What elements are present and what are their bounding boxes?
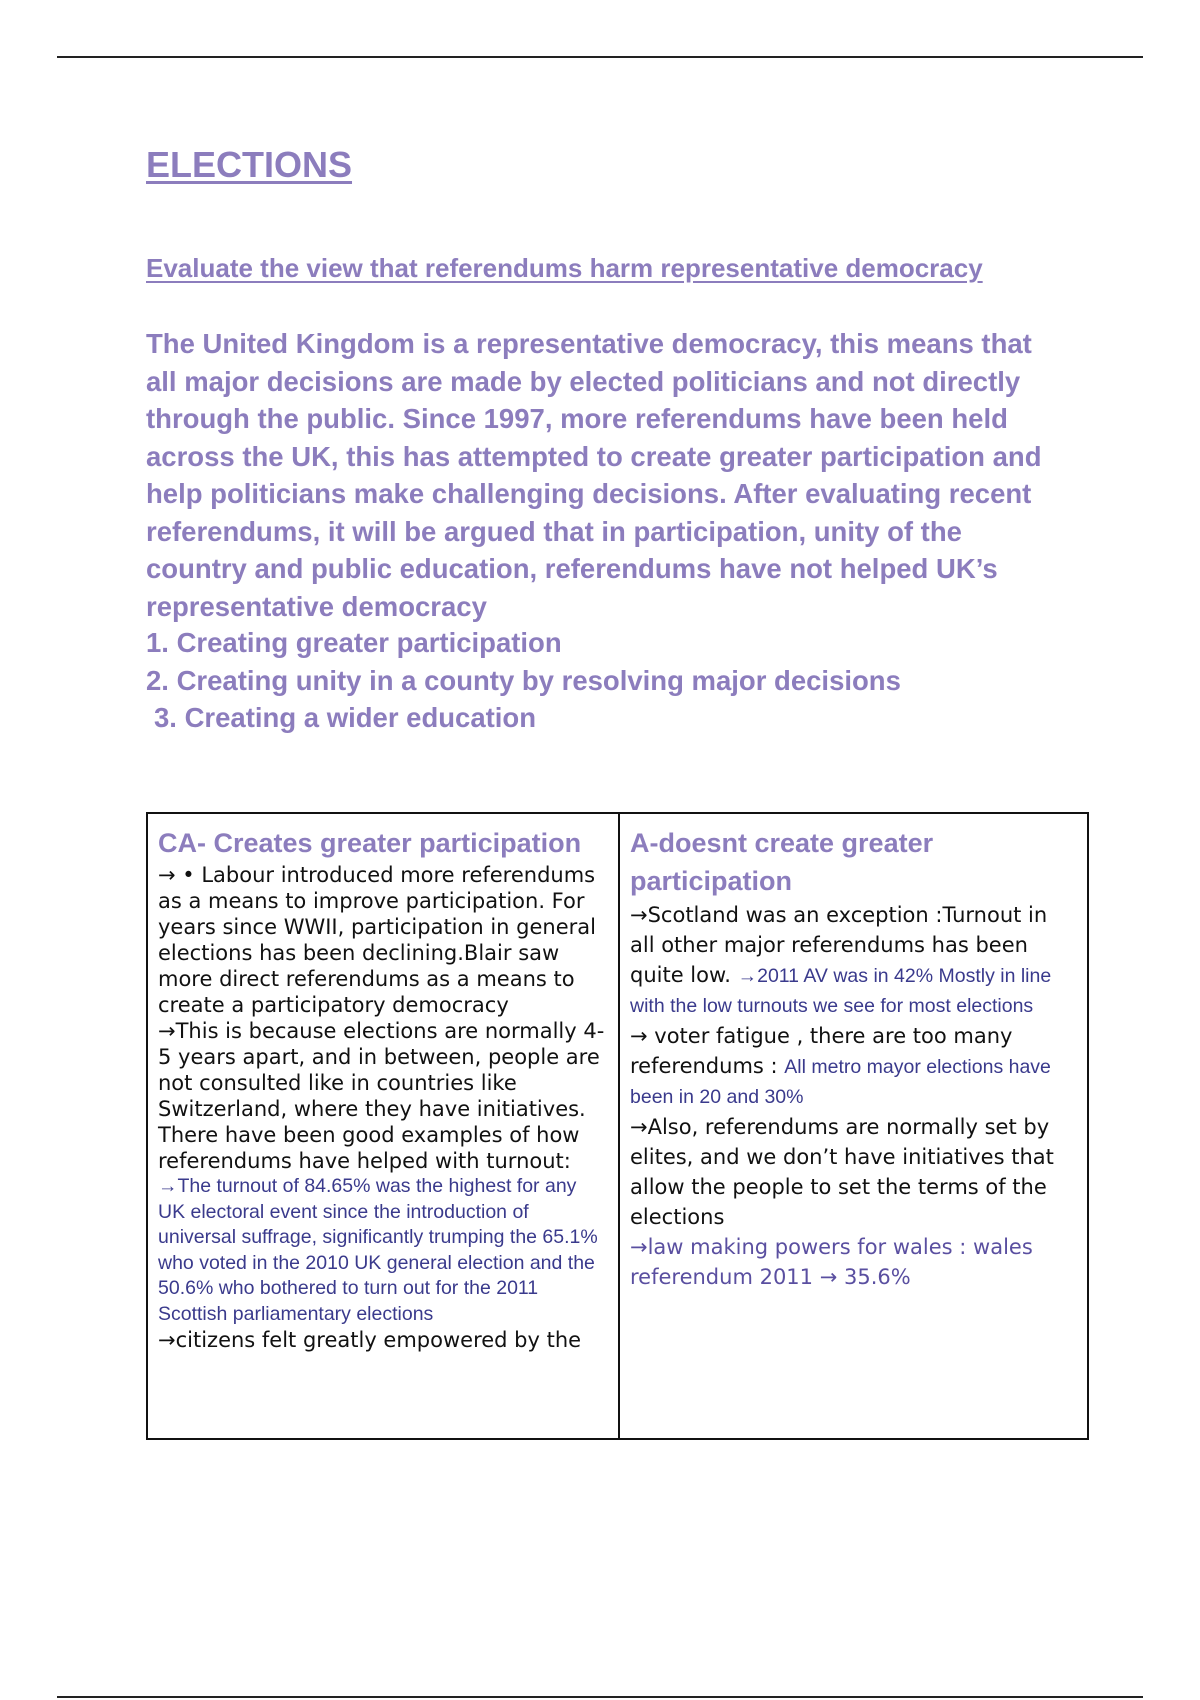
right-paragraph: →Also, referendums are normally set by elites, and we don’t have initiatives that allow the people to set the terms of the elections: [630, 1115, 1054, 1229]
point-item: 2. Creating unity in a county by resolving major decisions: [146, 664, 901, 696]
intro-line: across the UK, this has attempted to create greater participation and: [146, 440, 1042, 472]
bottom-rule: [57, 1696, 1143, 1698]
table-cell-left: [148, 814, 620, 1438]
intro-line: country and public education, referendums have not helped UK’s: [146, 553, 998, 584]
left-quote: →The turnout of 84.65% was the highest for any UK electoral event since the introduction of universal suffrage, significantly trumping the 65.1% who voted in the 2010 UK general election and the 50.6% who bothered to turn out for the 2011 Scottish parliamentary elections: [158, 1175, 598, 1325]
right-heading: A-doesnt create greater participation: [630, 828, 934, 896]
top-rule: [57, 56, 1143, 58]
left-heading: CA- Creates greater participation: [158, 828, 582, 858]
right-text: → voter fatigue , there are too many referendums :: [630, 1024, 1013, 1078]
intro-line: referendums, it will be argued that in participation, unity of the: [146, 515, 962, 547]
left-paragraph: →This is because elections are normally 4-5 years apart, and in between, people are not consulted like in countries like Switzerland, where they have initiatives. There have been good examples of how referendums have helped with turnout:: [158, 1019, 605, 1173]
intro-line: all major decisions are made by elected politicians and not directly: [146, 365, 1021, 397]
right-paragraph: [630, 900, 1077, 1021]
intro-paragraph: [146, 325, 1076, 625]
intro-line: through the public. Since 1997, more referendums have been held: [146, 403, 1008, 434]
intro-line: representative democracy: [146, 590, 487, 622]
right-text: →Scotland was an exception :Turnout in all other major referendums has been quite low.: [630, 903, 1048, 987]
essay-question: Evaluate the view that referendums harm representative democracy: [146, 253, 983, 283]
left-paragraph: →citizens felt greatly empowered by the: [158, 1328, 582, 1352]
point-item: 3. Creating a wider education: [154, 702, 537, 733]
left-paragraph: → • Labour introduced more referendums as a means to improve participation. For years since WWII, participation in general elections has been declining.Blair saw more direct referendums as a means to create a participatory democracy: [158, 863, 596, 1017]
right-paragraph-wales: →law making powers for wales : wales referendum 2011 → 35.6%: [630, 1235, 1033, 1289]
point-item: 1. Creating greater participation: [146, 627, 562, 658]
intro-line: The United Kingdom is a representative democracy, this means that: [146, 328, 1032, 359]
table-cell-right: [620, 814, 1087, 1438]
argument-table: [146, 812, 1089, 1440]
right-quote: All metro mayor elections have been in 20 and 30%: [630, 1056, 1051, 1108]
page-title: ELECTIONS: [146, 144, 353, 185]
right-paragraph: [630, 1021, 1077, 1112]
essay-points: [146, 624, 1076, 737]
intro-line: help politicians make challenging decisions. After evaluating recent: [146, 478, 1032, 509]
right-quote: →2011 AV was in 42% Mostly in line with the low turnouts we see for most elections: [630, 965, 1052, 1017]
